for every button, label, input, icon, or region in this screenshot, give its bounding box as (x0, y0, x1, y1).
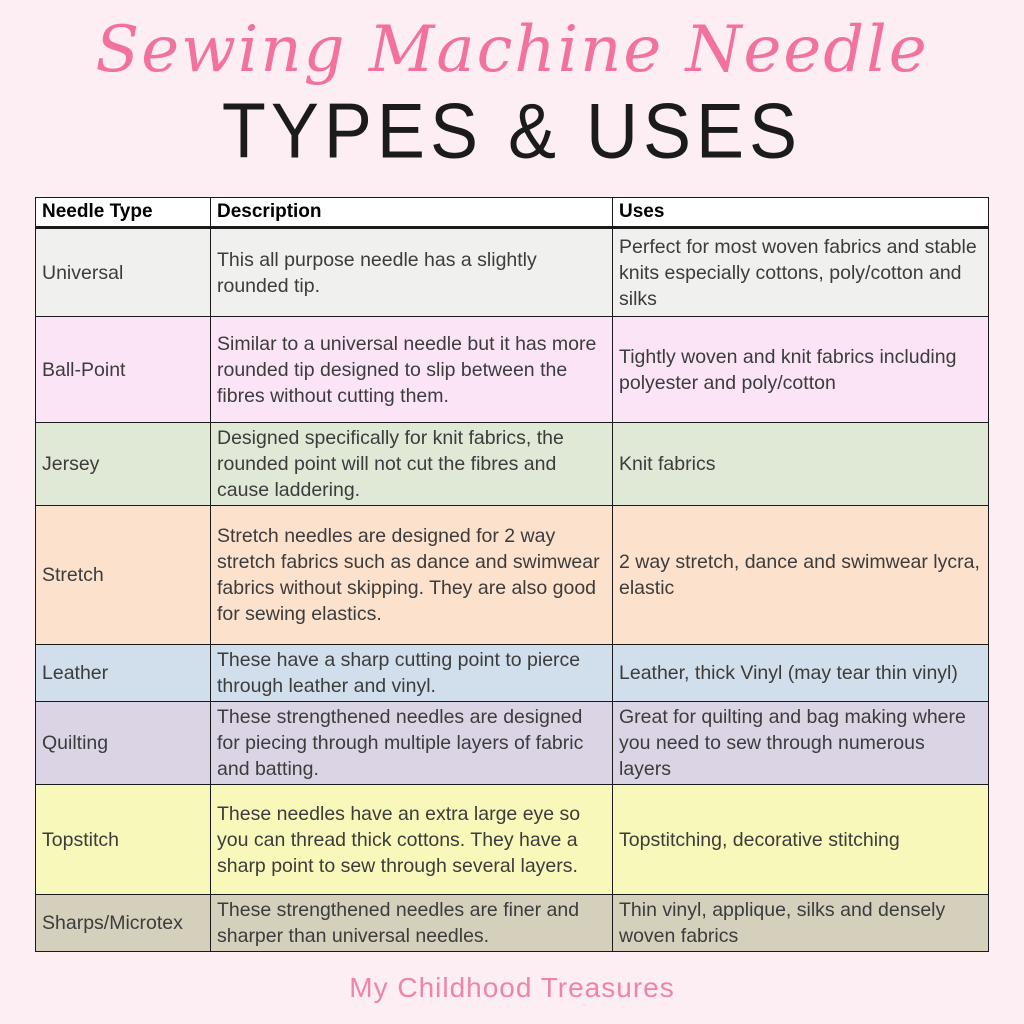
table-row-stretch (36, 506, 989, 645)
uses-cell: Great for quilting and bag making where you need to sew through numerous layers (613, 702, 989, 785)
needle-type-cell: Ball-Point (36, 317, 211, 423)
description-cell: These strengthened needles are designed for piecing through multiple layers of fabric and batting. (211, 702, 613, 785)
table-row-topstitch (36, 785, 989, 895)
needle-type-cell: Stretch (36, 506, 211, 645)
uses-cell: Tightly woven and knit fabrics including polyester and poly/cotton (613, 317, 989, 423)
uses-cell: Leather, thick Vinyl (may tear thin vinyl) (613, 645, 989, 702)
description-cell: Designed specifically for knit fabrics, the rounded point will not cut the fibres and cause laddering. (211, 423, 613, 506)
page-title-script: Sewing Machine Needle (95, 13, 929, 87)
table-row-quilting (36, 702, 989, 785)
description-cell: Stretch needles are designed for 2 way stretch fabrics such as dance and swimwear fabrics without skipping. They are also good for sewing elastics. (211, 506, 613, 645)
description-cell: These needles have an extra large eye so you can thread thick cottons. They have a sharp point to sew through several layers. (211, 785, 613, 895)
needle-type-cell: Quilting (36, 702, 211, 785)
needle-type-cell: Jersey (36, 423, 211, 506)
description-cell: This all purpose needle has a slightly rounded tip. (211, 228, 613, 317)
table-header-row (36, 198, 989, 228)
needle-type-cell: Topstitch (36, 785, 211, 895)
description-cell: These have a sharp cutting point to pierce through leather and vinyl. (211, 645, 613, 702)
description-cell: Similar to a universal needle but it has more rounded tip designed to slip between the fibres without cutting them. (211, 317, 613, 423)
table-row-sharps-microtex (36, 895, 989, 952)
brand-footer: My Childhood Treasures (349, 972, 675, 1003)
needle-types-table-wrapper (35, 197, 988, 952)
header-uses: Uses (613, 198, 989, 228)
needle-type-cell: Universal (36, 228, 211, 317)
page-header (0, 0, 1024, 175)
uses-cell: Perfect for most woven fabrics and stable knits especially cottons, poly/cotton and silks (613, 228, 989, 317)
uses-cell: Knit fabrics (613, 423, 989, 506)
table-row-jersey (36, 423, 989, 506)
header-needle-type: Needle Type (36, 198, 211, 228)
uses-cell: Thin vinyl, applique, silks and densely woven fabrics (613, 895, 989, 952)
uses-cell: 2 way stretch, dance and swimwear lycra, elastic (613, 506, 989, 645)
needle-type-cell: Sharps/Microtex (36, 895, 211, 952)
description-cell: These strengthened needles are finer and sharper than universal needles. (211, 895, 613, 952)
needle-type-cell: Leather (36, 645, 211, 702)
needle-types-table (35, 197, 989, 952)
header-description: Description (211, 198, 613, 228)
table-row-leather (36, 645, 989, 702)
table-row-universal (36, 228, 989, 317)
table-row-ball-point (36, 317, 989, 423)
page-title-caps: TYPES & USES (221, 88, 803, 175)
uses-cell: Topstitching, decorative stitching (613, 785, 989, 895)
